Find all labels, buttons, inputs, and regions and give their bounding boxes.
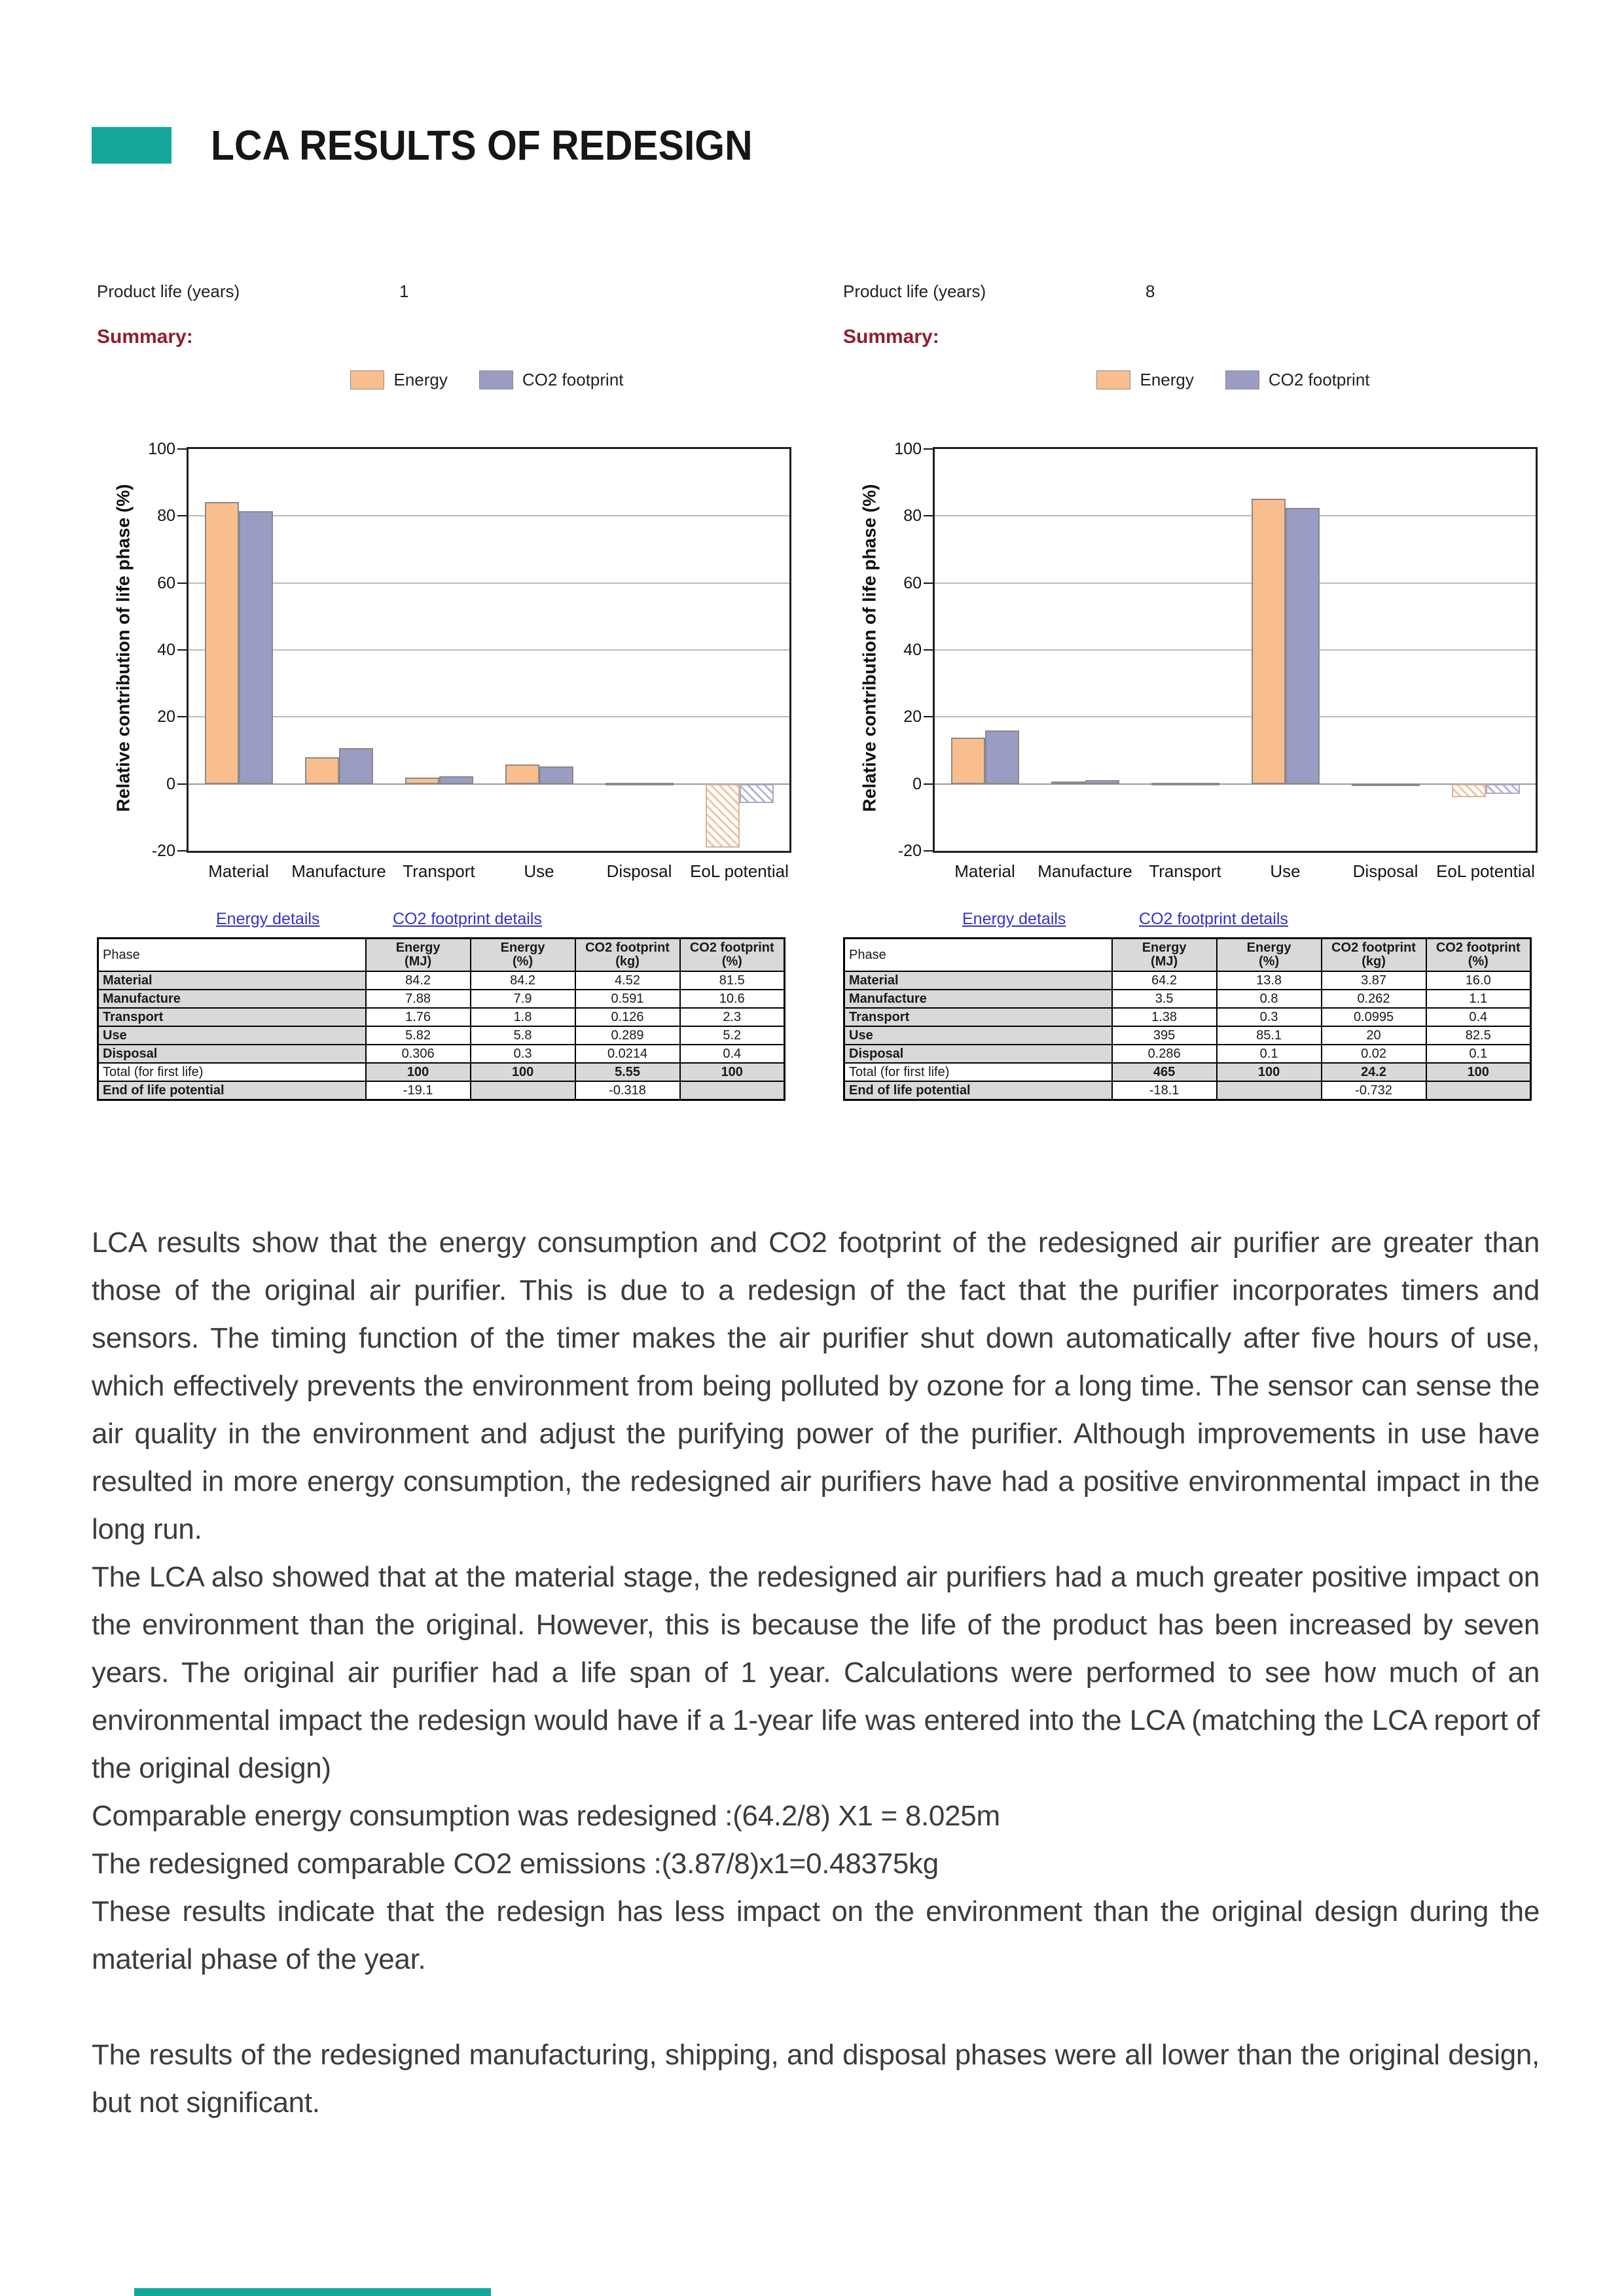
- value-cell: -0.732: [1322, 1081, 1426, 1100]
- phase-label-cell: Disposal: [844, 1045, 1112, 1063]
- table-row: [98, 990, 785, 1008]
- bar-chart-area: [92, 440, 792, 918]
- value-cell: 3.87: [1322, 971, 1426, 990]
- table-row: [844, 1045, 1531, 1063]
- y-tick-label: 100: [148, 440, 175, 458]
- category-label: Material: [208, 861, 269, 881]
- phase-label-cell: Manufacture: [98, 990, 366, 1008]
- chart-bar: [1151, 783, 1185, 785]
- chart-bar: [339, 748, 373, 783]
- value-cell: 3.5: [1112, 990, 1217, 1008]
- value-cell: -0.318: [575, 1081, 680, 1100]
- value-cell: 100: [1217, 1063, 1322, 1081]
- chart-bar: [1051, 781, 1085, 784]
- table-header-cell: CO2 footprint (kg): [575, 939, 680, 972]
- table-header-row: [98, 939, 785, 972]
- energy-color-chip: [350, 370, 384, 389]
- category-label: Transport: [403, 861, 475, 881]
- value-cell: 5.2: [680, 1026, 785, 1045]
- y-tick-label: -20: [897, 842, 922, 860]
- value-cell: 84.2: [366, 971, 471, 990]
- value-cell: -19.1: [366, 1081, 471, 1100]
- phase-label-cell: Manufacture: [844, 990, 1112, 1008]
- y-tick-mark: [924, 515, 935, 516]
- gridline: [189, 515, 789, 516]
- y-tick-mark: [177, 850, 189, 852]
- y-tick-label: 60: [903, 573, 922, 592]
- gridline: [935, 783, 1536, 785]
- table-row: [98, 1008, 785, 1026]
- value-cell: [1426, 1081, 1531, 1100]
- y-tick-label: 60: [157, 573, 175, 592]
- chart-bar: [1286, 508, 1320, 784]
- table-header-cell: Energy (MJ): [366, 939, 471, 972]
- product-life-value: 1: [399, 281, 409, 301]
- table-header-cell: CO2 footprint (kg): [1322, 939, 1426, 972]
- value-cell: [680, 1081, 785, 1100]
- bar-chart-area: [838, 440, 1538, 918]
- value-cell: 85.1: [1217, 1026, 1322, 1045]
- energy-details-link[interactable]: Energy details: [216, 910, 320, 928]
- table-row: [98, 1045, 785, 1063]
- category-label: Transport: [1149, 861, 1221, 881]
- y-tick-mark: [924, 649, 935, 651]
- category-label: Manufacture: [1038, 861, 1132, 881]
- value-cell: 0.591: [575, 990, 680, 1008]
- value-cell: 4.52: [575, 971, 680, 990]
- value-cell: 0.4: [680, 1045, 785, 1063]
- value-cell: 100: [366, 1063, 471, 1081]
- y-tick-mark: [177, 448, 189, 450]
- product-life-row: [843, 281, 1155, 302]
- y-tick-label: 20: [903, 708, 922, 726]
- gridline: [189, 583, 789, 584]
- y-tick-mark: [924, 850, 935, 852]
- category-label: Use: [524, 861, 554, 881]
- legend-label: Energy: [1140, 370, 1194, 389]
- value-cell: 10.6: [680, 990, 785, 1008]
- co2-color-chip: [1225, 370, 1259, 389]
- y-tick-mark: [924, 716, 935, 717]
- table-row: [844, 1081, 1531, 1100]
- legend-item-energy: [350, 370, 447, 390]
- phase-label-cell: Material: [844, 971, 1112, 990]
- category-label: EoL potential: [690, 861, 789, 881]
- value-cell: 0.0214: [575, 1045, 680, 1063]
- y-tick-mark: [924, 783, 935, 785]
- table-header-cell: Energy (%): [1217, 939, 1322, 972]
- y-tick-label: 20: [157, 708, 175, 726]
- value-cell: 7.88: [366, 990, 471, 1008]
- chart-bar: [1386, 783, 1420, 786]
- legend-label: CO2 footprint: [522, 370, 624, 389]
- table-header-cell: Phase: [844, 939, 1112, 972]
- bar-chart: [894, 440, 1538, 881]
- value-cell: 5.8: [471, 1026, 575, 1045]
- phase-label-cell: Material: [98, 971, 366, 990]
- table-header-cell: CO2 footprint (%): [680, 939, 785, 972]
- body-text: [92, 1219, 1540, 2126]
- table-header-cell: CO2 footprint (%): [1426, 939, 1531, 972]
- phase-label-cell: Transport: [844, 1008, 1112, 1026]
- paragraph: Comparable energy consumption was redesigned :(64.2/8) X1 = 8.025m: [92, 1800, 1000, 1832]
- chart-legend: [933, 370, 1534, 390]
- table-header-cell: Phase: [98, 939, 366, 972]
- value-cell: 0.1: [1217, 1045, 1322, 1063]
- y-tick-label: 40: [157, 641, 175, 659]
- value-cell: 100: [471, 1063, 575, 1081]
- y-tick-mark: [177, 515, 189, 516]
- summary-label: Summary:: [97, 326, 193, 348]
- section-header: [92, 121, 800, 170]
- gridline: [935, 649, 1536, 651]
- value-cell: 84.2: [471, 971, 575, 990]
- details-links: [92, 910, 792, 936]
- y-tick-label: 80: [157, 507, 175, 526]
- value-cell: 0.4: [1426, 1008, 1531, 1026]
- value-cell: [471, 1081, 575, 1100]
- energy-details-link[interactable]: Energy details: [962, 910, 1066, 928]
- y-tick-mark: [177, 583, 189, 584]
- results-table: [843, 937, 1532, 1101]
- value-cell: 0.0995: [1322, 1008, 1426, 1026]
- table-row: [844, 1026, 1531, 1045]
- value-cell: 1.8: [471, 1008, 575, 1026]
- gridline: [189, 649, 789, 651]
- value-cell: [1217, 1081, 1322, 1100]
- y-axis-label: Relative contribution of life phase (%): [859, 484, 879, 812]
- value-cell: 5.82: [366, 1026, 471, 1045]
- y-tick-mark: [177, 716, 189, 717]
- chart-bar: [1185, 783, 1219, 785]
- chart-bar: [239, 511, 273, 784]
- gridline: [935, 583, 1536, 584]
- table-header-row: [844, 939, 1531, 972]
- chart-legend: [187, 370, 787, 390]
- category-label: Use: [1270, 861, 1301, 881]
- product-life-label: Product life (years): [97, 281, 240, 301]
- chart-bar: [1452, 784, 1486, 797]
- value-cell: 64.2: [1112, 971, 1217, 990]
- category-label: EoL potential: [1436, 861, 1535, 881]
- co2-footprint-details-link[interactable]: CO2 footprint details: [1139, 910, 1288, 928]
- table-row: [844, 990, 1531, 1008]
- phase-label-cell: Use: [98, 1026, 366, 1045]
- paragraph: The results of the redesigned manufacturing, shipping, and disposal phases were all lower than the original design, but not significant.: [92, 2039, 1540, 2119]
- product-life-label: Product life (years): [843, 281, 986, 301]
- value-cell: 0.3: [1217, 1008, 1322, 1026]
- chart-bar: [1085, 780, 1119, 784]
- value-cell: 0.8: [1217, 990, 1322, 1008]
- chart-bar: [640, 783, 674, 785]
- footer-accent-bar: [134, 2288, 491, 2296]
- value-cell: 1.1: [1426, 990, 1531, 1008]
- phase-label-cell: Disposal: [98, 1045, 366, 1063]
- value-cell: 0.306: [366, 1045, 471, 1063]
- chart-bar: [1352, 783, 1386, 786]
- gridline: [189, 783, 789, 785]
- value-cell: 16.0: [1426, 971, 1531, 990]
- table-header-cell: Energy (MJ): [1112, 939, 1217, 972]
- product-life-row: [97, 281, 409, 302]
- value-cell: 1.76: [366, 1008, 471, 1026]
- value-cell: 5.55: [575, 1063, 680, 1081]
- panel-original-life: [92, 272, 792, 1096]
- table-row: [98, 1081, 785, 1100]
- value-cell: 7.9: [471, 990, 575, 1008]
- table-header-cell: Energy (%): [471, 939, 575, 972]
- category-label: Material: [954, 861, 1015, 881]
- value-cell: 82.5: [1426, 1026, 1531, 1045]
- co2-footprint-details-link[interactable]: CO2 footprint details: [393, 910, 542, 928]
- table-row: [844, 1063, 1531, 1081]
- results-table: [97, 937, 785, 1101]
- value-cell: 100: [680, 1063, 785, 1081]
- gridline: [935, 515, 1536, 516]
- chart-bar: [505, 764, 539, 784]
- gridline: [935, 716, 1536, 717]
- value-cell: 0.262: [1322, 990, 1426, 1008]
- chart-bar: [439, 776, 473, 784]
- phase-label-cell: Total (for first life): [98, 1063, 366, 1081]
- value-cell: 2.3: [680, 1008, 785, 1026]
- paragraph: These results indicate that the redesign has less impact on the environment than the original design during the material phase of the year.: [92, 1895, 1540, 1975]
- summary-label: Summary:: [843, 326, 939, 348]
- panel-redesign-life: [838, 272, 1538, 1096]
- bar-chart: [148, 440, 791, 881]
- legend-item-co2: [479, 370, 624, 390]
- value-cell: 0.3: [471, 1045, 575, 1063]
- value-cell: 0.1: [1426, 1045, 1531, 1063]
- y-tick-label: -20: [151, 842, 175, 860]
- category-label: Disposal: [606, 861, 672, 881]
- value-cell: 395: [1112, 1026, 1217, 1045]
- table-row: [844, 1008, 1531, 1026]
- value-cell: 0.126: [575, 1008, 680, 1026]
- paragraph: The redesigned comparable CO2 emissions :(3.87/8)x1=0.48375kg: [92, 1848, 939, 1880]
- legend-label: Energy: [393, 370, 448, 389]
- value-cell: 0.286: [1112, 1045, 1217, 1063]
- paragraph: LCA results show that the energy consumption and CO2 footprint of the redesigned air purifier are greater than those of the original air purifier. This is due to a redesign of the fact that the purifier incorporates timers and sensors. The timing function of the timer makes the air purifier shut down automatically after five hours of use, which effectively prevents the environment from being polluted by ozone for a long time. The sensor can sense the air quality in the environment and adjust the purifying power of the purifier. Although improvements in use have resulted in more energy consumption, the redesigned air purifiers have had a positive environmental impact in the long run.: [92, 1227, 1540, 1545]
- y-tick-mark: [177, 649, 189, 651]
- phase-label-cell: End of life potential: [98, 1081, 366, 1100]
- phase-label-cell: Use: [844, 1026, 1112, 1045]
- value-cell: 24.2: [1322, 1063, 1426, 1081]
- phase-label-cell: Transport: [98, 1008, 366, 1026]
- phase-label-cell: Total (for first life): [844, 1063, 1112, 1081]
- phase-label-cell: End of life potential: [844, 1081, 1112, 1100]
- y-tick-label: 100: [894, 440, 922, 458]
- legend-label: CO2 footprint: [1268, 370, 1370, 389]
- y-tick-label: 40: [903, 641, 922, 659]
- value-cell: 0.289: [575, 1026, 680, 1045]
- chart-bar: [305, 757, 339, 783]
- legend-item-energy: [1096, 370, 1193, 390]
- value-cell: 13.8: [1217, 971, 1322, 990]
- chart-bar: [539, 766, 573, 784]
- category-label: Disposal: [1352, 861, 1418, 881]
- table-row: [844, 971, 1531, 990]
- category-label: Manufacture: [291, 861, 386, 881]
- value-cell: 81.5: [680, 971, 785, 990]
- value-cell: 100: [1426, 1063, 1531, 1081]
- y-tick-label: 0: [166, 774, 175, 793]
- chart-bar: [205, 502, 239, 784]
- chart-bar: [740, 784, 774, 803]
- value-cell: -18.1: [1112, 1081, 1217, 1100]
- table-row: [98, 1063, 785, 1081]
- energy-color-chip: [1096, 370, 1130, 389]
- chart-bar: [951, 738, 985, 784]
- chart-bar: [605, 783, 640, 785]
- chart-bar: [1252, 499, 1286, 783]
- chart-bar: [1486, 784, 1520, 794]
- co2-color-chip: [479, 370, 513, 389]
- value-cell: 465: [1112, 1063, 1217, 1081]
- legend-item-co2: [1225, 370, 1370, 390]
- table-row: [98, 971, 785, 990]
- value-cell: 1.38: [1112, 1008, 1217, 1026]
- product-life-value: 8: [1146, 281, 1155, 301]
- y-tick-label: 80: [903, 507, 922, 526]
- y-tick-mark: [177, 783, 189, 785]
- page-title: LCA RESULTS OF REDESIGN: [211, 122, 753, 169]
- chart-bar: [706, 784, 740, 848]
- y-tick-mark: [924, 583, 935, 584]
- chart-bar: [405, 778, 439, 783]
- chart-bar: [985, 730, 1019, 784]
- value-cell: 0.02: [1322, 1045, 1426, 1063]
- y-tick-mark: [924, 448, 935, 450]
- details-links: [838, 910, 1538, 936]
- y-tick-label: 0: [912, 774, 922, 793]
- accent-square: [92, 127, 171, 164]
- table-row: [98, 1026, 785, 1045]
- paragraph: The LCA also showed that at the material stage, the redesigned air purifiers had a much greater positive impact on the environment than the original. However, this is because the life of the product has been increased by seven years. The original air purifier had a life span of 1 year. Calculations were performed to see how much of an environmental impact the redesign would have if a 1-year life was entered into the LCA (matching the LCA report of the original design): [92, 1561, 1540, 1784]
- y-axis-label: Relative contribution of life phase (%): [113, 484, 133, 812]
- gridline: [189, 716, 789, 717]
- value-cell: 20: [1322, 1026, 1426, 1045]
